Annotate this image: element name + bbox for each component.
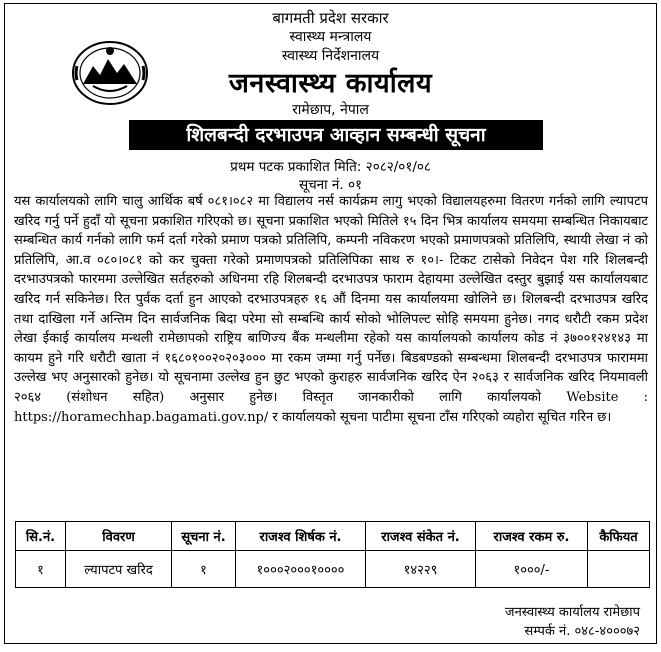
publish-date: प्रथम पटक प्रकाशित मिति: २०८२/०१/०८ [230, 159, 431, 175]
col-serial: सि.नं. [16, 522, 66, 551]
col-revenue-amount: राजश्व रकम रु. [476, 522, 588, 551]
office-location: रामेछाप, नेपाल [292, 102, 369, 118]
cell-serial: १ [16, 551, 66, 588]
fee-table [15, 521, 650, 588]
col-remarks: कैफियत [588, 522, 650, 551]
body-paragraph: यस कार्यालयको लागि चालु आर्थिक बर्ष ०८१।०८२ मा विद्यालय नर्स कार्यक्रम लागु भएको विद्यालयहरुमा वितरण गर्नको लागि ल्यापटप खरिद गर्नु पर्ने हुदाँ यो सूचना प्रकाशित गरिएको छ। सूचना प्रकाशित भएको मितिले १५ दिन भित्र कार्यालय समयमा सम्बन्धित निकायबाट सम्बन्धित कार्य गर्नको लागि फर्म दर्ता गरेको प्रमाण पत्रको प्रतिलिपि, कम्पनी नविकरण भएको प्रमाणपत्रको प्रतिलिपि, स्थायी लेखा नं को प्रतिलिपि, आ.व ०८०।०८१ को कर चुक्ता गरेको प्रमाणपत्रको प्रतिलिपिका साथ रु १०।- टिकट टासेको निवेदन पेश गरि शिलबन्दी दरभाउपत्रको फारममा उल्लेखित सर्तहरुको अधिनमा रहि शिलबन्दी दरभाउपत्र फाराम देहायमा उल्लेखित दस्तुर बुझाई यस कार्यालयबाट खरिद गर्न सकिनेछ। रित पुर्वक दर्ता हुन आएको दरभाउपत्रहरु १६ औं दिनमा यस कार्यालयमा खोलिने छ। शिलबन्दी दरभाउपत्र खरिद तथा दाखिला गर्ने अन्तिम दिन सार्वजनिक बिदा परेमा सो सम्बन्धि कार्य सोको भोलिपल्ट सोहि समयमा हुनेछ। नगद धरौटी रकम प्रदेश लेखा ईकाई कार्यालय मन्थली रामेछापको राष्ट्रिय बाणिज्य बैंक मन्थलीमा रहेको यस कार्यालयको कार्यालय कोड नं ३७००१२४१४३ मा कायम हुने गरि धरौटी खाता नं १६८०१००२०२०३००० मा रकम जम्मा गर्नु पर्नेछ। बिडबण्डको सम्बन्धमा शिलबन्दी दरभाउपत्र फाराममा उल्लेख भए अनुसारको हुनेछ। यो सूचनामा उल्लेख हुन छुट भएको कुराहरु सार्वजनिक खरिद ऐन २०६३ र सार्वजनिक खरिद नियमावली २०६४ (संशोधन सहित) अनुसार हुनेछ। विस्तृत जानकारीको लागि कार्यालयको Website : https://horamechhap.bagamati.gov.np/ र कार्यालयको सूचना पाटीमा सूचना टाँस गरिएको व्यहोरा सूचित गरिन छ। [14, 194, 648, 425]
table-row [16, 551, 650, 588]
col-description: विवरण [66, 522, 172, 551]
cell-revenue-heading-no: १०००२०००१०००० [236, 551, 366, 588]
notice-body [14, 192, 648, 427]
signature-office: जनस्वास्थ्य कार्यालय रामेछाप [504, 605, 640, 620]
cell-revenue-amount: १०००/- [476, 551, 588, 588]
cell-remarks [588, 551, 650, 588]
cell-revenue-code: १४२२९ [366, 551, 476, 588]
contact-number: सम्पर्क नं. ०४८-४०००७२ [524, 624, 640, 639]
notice-page [4, 3, 657, 644]
cell-description: ल्यापटप खरिद [66, 551, 172, 588]
cell-notice-no: १ [172, 551, 236, 588]
province-government: बागमती प्रदेश सरकार [272, 9, 389, 27]
notice-number: सूचना नं. ०१ [298, 177, 363, 193]
col-revenue-heading-no: राजश्व शिर्षक नं. [236, 522, 366, 551]
notice-banner: शिलबन्दी दरभाउपत्र आव्हान सम्बन्धी सूचना [129, 120, 543, 150]
directorate-name: स्वास्थ्य निर्देशनालय [281, 48, 380, 64]
table-header-row [16, 522, 650, 551]
office-title: जनस्वास्थ्य कार्यालय [228, 68, 433, 99]
ministry-name: स्वास्थ्य मन्त्रालय [289, 29, 372, 45]
col-notice-no: सूचना नं. [172, 522, 236, 551]
col-revenue-code: राजश्व संकेत नं. [366, 522, 476, 551]
